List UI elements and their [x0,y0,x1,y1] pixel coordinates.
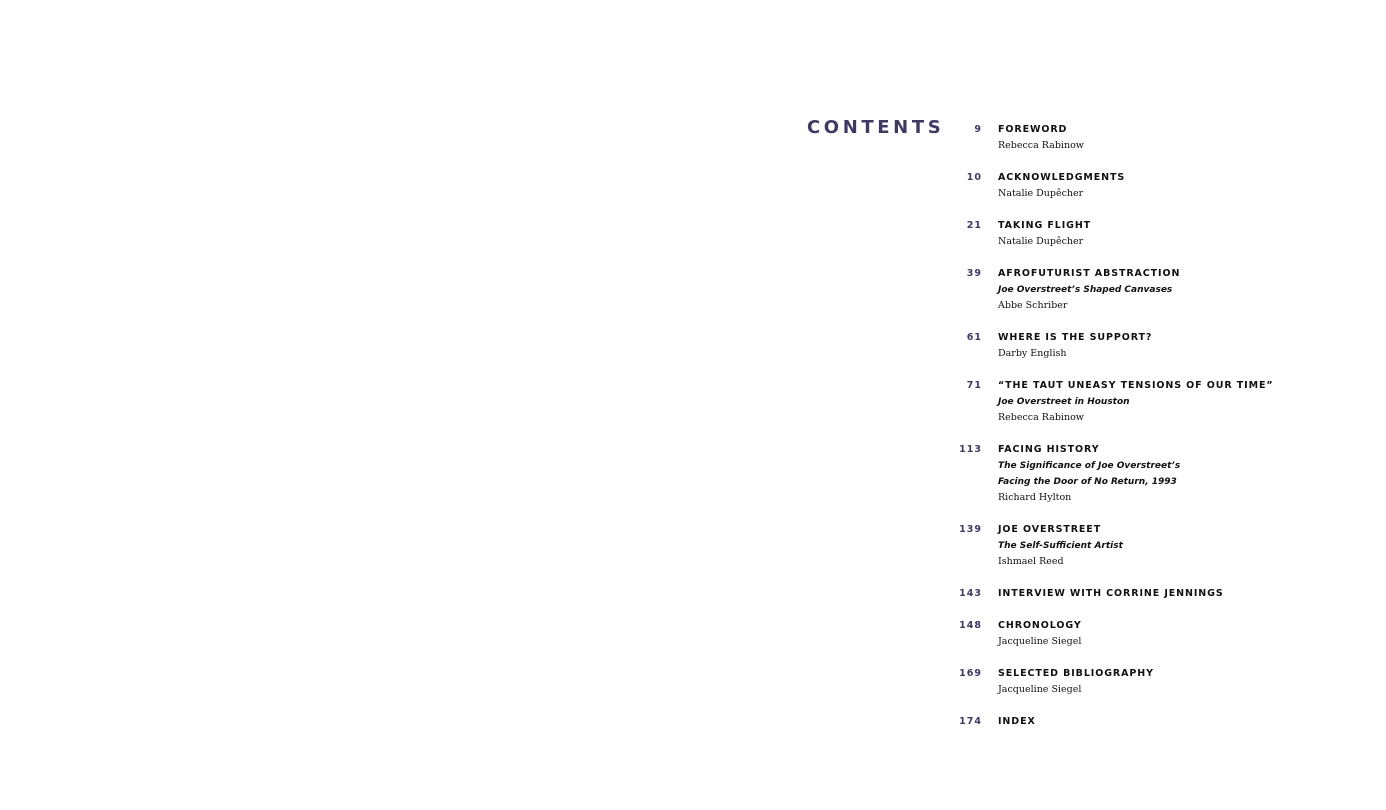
entry-body [998,666,1154,698]
page-number: 143 [959,588,982,599]
entry-author: Ishmael Reed [998,556,1064,567]
entry-body [998,522,1123,570]
entry-title: CHRONOLOGY [998,620,1082,631]
page-number: 139 [959,524,982,535]
toc-entry [950,618,1370,650]
entry-title: ACKNOWLEDGMENTS [998,172,1126,183]
entry-author: Natalie Dupêcher [998,236,1084,247]
page-number: 21 [966,220,982,231]
entry-author: Rebecca Rabinow [998,412,1084,423]
entry-subtitle: Joe Overstreet’s Shaped Canvases [998,285,1173,295]
page-number: 169 [959,668,982,679]
toc-entry [950,586,1370,602]
toc-entry [950,378,1370,426]
entry-author: Natalie Dupêcher [998,188,1084,199]
toc-entry [950,170,1370,202]
page-number: 61 [966,332,982,343]
entry-author: Jacqueline Siegel [998,684,1082,695]
entry-body [998,586,1224,602]
toc-entry [950,442,1370,506]
entry-body [998,122,1084,154]
entry-body [998,218,1091,250]
entry-subtitle: The Significance of Joe Overstreet’s [998,461,1181,471]
entry-title: INDEX [998,716,1036,727]
toc-entry [950,714,1370,730]
toc-entry [950,218,1370,250]
page-number: 174 [959,716,982,727]
entry-author: Jacqueline Siegel [998,636,1082,647]
page-number: 113 [959,444,982,455]
page-number: 148 [959,620,982,631]
contents-heading: CONTENTS [807,117,945,138]
entry-title: JOE OVERSTREET [998,524,1102,535]
entry-subtitle: Joe Overstreet in Houston [998,397,1130,407]
page-number: 39 [966,268,982,279]
entry-body [998,266,1180,314]
table-of-contents [950,122,1370,746]
toc-entry [950,522,1370,570]
entry-title: AFROFUTURIST ABSTRACTION [998,268,1181,279]
entry-author: Darby English [998,348,1067,359]
entry-subtitle: The Self-Sufficient Artist [998,541,1123,551]
toc-entry [950,330,1370,362]
entry-body [998,170,1125,202]
entry-body [998,618,1082,650]
toc-entry [950,666,1370,698]
entry-title: SELECTED BIBLIOGRAPHY [998,668,1154,679]
entry-body [998,714,1036,730]
entry-body [998,442,1180,506]
entry-title: TAKING FLIGHT [998,220,1092,231]
entry-title: “THE TAUT UNEASY TENSIONS OF OUR TIME” [998,380,1274,391]
page-number: 9 [974,124,982,135]
page-number: 71 [966,380,982,391]
entry-title: FACING HISTORY [998,444,1100,455]
entry-subtitle: Facing the Door of No Return, 1993 [998,477,1177,487]
entry-author: Abbe Schriber [998,300,1068,311]
entry-title: FOREWORD [998,124,1068,135]
toc-entry [950,122,1370,154]
page-number: 10 [966,172,982,183]
toc-entry [950,266,1370,314]
entry-title: INTERVIEW WITH CORRINE JENNINGS [998,588,1224,599]
entry-author: Rebecca Rabinow [998,140,1084,151]
entry-title: WHERE IS THE SUPPORT? [998,332,1153,343]
entry-body [998,330,1152,362]
entry-author: Richard Hylton [998,492,1072,503]
entry-body [998,378,1273,426]
